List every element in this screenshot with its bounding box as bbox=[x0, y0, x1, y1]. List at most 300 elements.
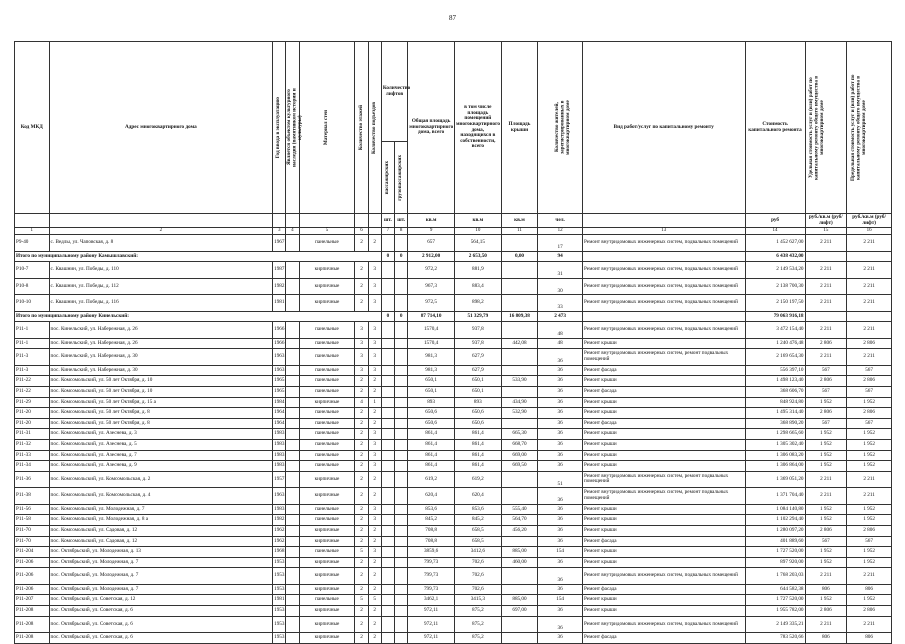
cell-fl: 5 bbox=[355, 547, 368, 558]
cell-area: 3462,1 bbox=[408, 595, 455, 606]
cell-work: Ремонт внутридомовых инженерных систем, ремонт подвальных помещений bbox=[582, 471, 745, 488]
cell-code: Р11-3 bbox=[15, 349, 50, 366]
cell-addr: пос. Комсомольский, ул. 50 лет Октября, д. 15 а bbox=[49, 397, 273, 408]
cell-fl: 2 bbox=[355, 633, 368, 644]
cell-wall: панельные bbox=[299, 450, 355, 461]
cell-m: 1 952 bbox=[847, 429, 892, 440]
table-body bbox=[15, 235, 892, 644]
unit-rub-m2: руб./кв.м (руб/лифт) bbox=[805, 214, 847, 228]
cell-work: Ремонт внутридомовых инженерных систем, подвальных помещений bbox=[582, 616, 745, 633]
cell-roof bbox=[501, 278, 538, 295]
subtotal-res: 94 bbox=[538, 251, 583, 262]
cell-lc bbox=[395, 605, 408, 616]
cell-code: Р10-10 bbox=[15, 295, 50, 312]
cell-code: Р11-1 bbox=[15, 338, 50, 349]
cell-code: Р11-207 bbox=[15, 595, 50, 606]
cell-area: 972,2 bbox=[408, 262, 455, 279]
cell-area: 972,11 bbox=[408, 633, 455, 644]
cell-lp bbox=[381, 278, 394, 295]
cell-wall: кирпичные bbox=[299, 278, 355, 295]
header-lifts-cargo: грузопассажирских bbox=[395, 142, 408, 214]
cell-res: 36 bbox=[538, 633, 583, 644]
cell-fl: 4 bbox=[355, 397, 368, 408]
cell-m: 2 211 bbox=[847, 322, 892, 339]
cell-inc: 875,2 bbox=[454, 616, 501, 633]
cell-code: Р11-20 bbox=[15, 408, 50, 419]
cell-area: 972,11 bbox=[408, 616, 455, 633]
cell-cost: 1 280 097,20 bbox=[745, 525, 805, 536]
cell-inc: 627,9 bbox=[454, 349, 501, 366]
cell-area: 799,73 bbox=[408, 568, 455, 585]
cell-her bbox=[286, 595, 299, 606]
cell-res: 33 bbox=[538, 295, 583, 312]
cell-year: 1981 bbox=[273, 595, 286, 606]
cell-work: Ремонт внутридомовых инженерных систем, подвальных помещений bbox=[582, 262, 745, 279]
cell-lc bbox=[395, 439, 408, 450]
cell-year: 1983 bbox=[273, 504, 286, 515]
cell-code: Р11-22 bbox=[15, 376, 50, 387]
table-row bbox=[15, 547, 892, 558]
subtotal-roof: 16 809,38 bbox=[501, 311, 538, 322]
subtotal-cost: 6 438 432,00 bbox=[745, 251, 805, 262]
cell-lc bbox=[395, 584, 408, 595]
cell-inc: 883,4 bbox=[454, 278, 501, 295]
header-floors: Количество этажей bbox=[355, 42, 368, 214]
cell-work: Ремонт крыши bbox=[582, 439, 745, 450]
subtotal-empty bbox=[805, 311, 847, 322]
cell-code: Р11-34 bbox=[15, 461, 50, 472]
table-row bbox=[15, 262, 892, 279]
cell-work: Ремонт внутридомовых инженерных систем, ремонт подвальных помещений bbox=[582, 488, 745, 505]
cell-ent: 3 bbox=[368, 262, 381, 279]
cell-area: 650,1 bbox=[408, 376, 455, 387]
cell-fl: 2 bbox=[355, 295, 368, 312]
table-row bbox=[15, 568, 892, 585]
cell-u: 567 bbox=[805, 386, 847, 397]
cell-fl: 2 bbox=[355, 278, 368, 295]
cell-wall: кирпичные bbox=[299, 616, 355, 633]
cell-res: 36 bbox=[538, 557, 583, 568]
cell-res: 31 bbox=[538, 262, 583, 279]
cell-year: 1962 bbox=[273, 525, 286, 536]
table-row bbox=[15, 605, 892, 616]
cell-wall: кирпичные bbox=[299, 536, 355, 547]
cell-lp bbox=[381, 365, 394, 376]
cell-res: 36 bbox=[538, 386, 583, 397]
cell-ent: 2 bbox=[368, 386, 381, 397]
cell-u: 2 211 bbox=[805, 322, 847, 339]
cell-lp bbox=[381, 338, 394, 349]
cell-lp bbox=[381, 488, 394, 505]
cell-her bbox=[286, 557, 299, 568]
table-row bbox=[15, 349, 892, 366]
cell-roof bbox=[501, 616, 538, 633]
capital-repair-table bbox=[14, 41, 892, 644]
header-code: Код МКД bbox=[15, 42, 50, 214]
cell-area: 981,3 bbox=[408, 349, 455, 366]
cell-roof bbox=[501, 418, 538, 429]
cell-area: 650,6 bbox=[408, 418, 455, 429]
cell-work: Ремонт крыши bbox=[582, 376, 745, 387]
cell-m: 2 211 bbox=[847, 488, 892, 505]
cell-roof bbox=[501, 386, 538, 397]
cell-roof bbox=[501, 584, 538, 595]
column-number: 11 bbox=[501, 228, 538, 235]
cell-fl: 2 bbox=[355, 376, 368, 387]
cell-lp bbox=[381, 568, 394, 585]
cell-area: 708,8 bbox=[408, 536, 455, 547]
cell-code: Р11-70 bbox=[15, 536, 50, 547]
unit-pcs: шт. bbox=[395, 214, 408, 228]
cell-m: 2 806 bbox=[847, 525, 892, 536]
cell-area: 799,73 bbox=[408, 557, 455, 568]
cell-her bbox=[286, 450, 299, 461]
cell-area: 861,4 bbox=[408, 439, 455, 450]
column-numbers-row bbox=[15, 228, 892, 235]
cell-u: 567 bbox=[805, 365, 847, 376]
cell-lc bbox=[395, 365, 408, 376]
cell-m: 1 952 bbox=[847, 547, 892, 558]
cell-fl: 2 bbox=[355, 515, 368, 526]
cell-work: Ремонт крыши bbox=[582, 504, 745, 515]
cell-fl: 5 bbox=[355, 595, 368, 606]
column-number: 3 bbox=[273, 228, 286, 235]
cell-code: Р11-38 bbox=[15, 488, 50, 505]
cell-roof: 697,00 bbox=[501, 605, 538, 616]
cell-cost: 1 727 520,00 bbox=[745, 547, 805, 558]
subtotal-area: 87 714,10 bbox=[408, 311, 455, 322]
cell-fl: 2 bbox=[355, 504, 368, 515]
cell-year: 1966 bbox=[273, 338, 286, 349]
cell-area: 861,4 bbox=[408, 450, 455, 461]
cell-work: Ремонт крыши bbox=[582, 515, 745, 526]
cell-lp bbox=[381, 557, 394, 568]
cell-inc: 620,4 bbox=[454, 488, 501, 505]
cell-year: 1953 bbox=[273, 584, 286, 595]
cell-year: 1953 bbox=[273, 557, 286, 568]
cell-her bbox=[286, 633, 299, 644]
cell-inc: 861,4 bbox=[454, 429, 501, 440]
cell-year: 1953 bbox=[273, 568, 286, 585]
unit-people: чел. bbox=[538, 214, 583, 228]
cell-m: 2 211 bbox=[847, 295, 892, 312]
cell-res: 36 bbox=[538, 584, 583, 595]
cell-lp bbox=[381, 584, 394, 595]
cell-m: 2 806 bbox=[847, 408, 892, 419]
table-row bbox=[15, 278, 892, 295]
cell-m: 567 bbox=[847, 386, 892, 397]
table-row bbox=[15, 515, 892, 526]
cell-u: 1 952 bbox=[805, 504, 847, 515]
cell-lc bbox=[395, 450, 408, 461]
cell-her bbox=[286, 547, 299, 558]
cell-lc bbox=[395, 616, 408, 633]
cell-fl: 2 bbox=[355, 408, 368, 419]
subtotal-roof: 0,00 bbox=[501, 251, 538, 262]
cell-inc: 875,2 bbox=[454, 633, 501, 644]
cell-code: Р11-70 bbox=[15, 525, 50, 536]
cell-work: Ремонт фасада bbox=[582, 365, 745, 376]
cell-area: 972,11 bbox=[408, 605, 455, 616]
cell-ent: 3 bbox=[368, 439, 381, 450]
cell-m: 567 bbox=[847, 365, 892, 376]
cell-fl: 3 bbox=[355, 322, 368, 339]
cell-res: 36 bbox=[538, 365, 583, 376]
cell-work: Ремонт крыши bbox=[582, 605, 745, 616]
cell-u: 1 952 bbox=[805, 595, 847, 606]
cell-code: Р10-8 bbox=[15, 278, 50, 295]
subtotal-empty bbox=[582, 251, 745, 262]
cell-ent: 1 bbox=[368, 397, 381, 408]
cell-m: 2 211 bbox=[847, 616, 892, 633]
cell-area: 650,6 bbox=[408, 408, 455, 419]
cell-res: 36 bbox=[538, 408, 583, 419]
cell-her bbox=[286, 262, 299, 279]
cell-year: 1983 bbox=[273, 439, 286, 450]
cell-lp bbox=[381, 349, 394, 366]
cell-year: 1963 bbox=[273, 365, 286, 376]
cell-res: 36 bbox=[538, 461, 583, 472]
cell-her bbox=[286, 338, 299, 349]
cell-code: Р11-3 bbox=[15, 365, 50, 376]
cell-year: 1953 bbox=[273, 616, 286, 633]
cell-her bbox=[286, 418, 299, 429]
cell-fl: 2 bbox=[355, 536, 368, 547]
cell-her bbox=[286, 295, 299, 312]
cell-cost: 1 369 051,20 bbox=[745, 471, 805, 488]
cell-inc: 658,5 bbox=[454, 525, 501, 536]
cell-addr: с. Квашнин, ул. Победы, д. 112 bbox=[49, 278, 273, 295]
cell-lp bbox=[381, 439, 394, 450]
cell-her bbox=[286, 439, 299, 450]
subtotal-label: Итого по муниципальному району Кинельский: bbox=[15, 311, 382, 322]
cell-addr: пос. Комсомольский, ул. Молодежная, д. 7 bbox=[49, 504, 273, 515]
table-row bbox=[15, 504, 892, 515]
cell-fl: 2 bbox=[355, 568, 368, 585]
cell-cost: 368 606,70 bbox=[745, 386, 805, 397]
cell-code: Р11-1 bbox=[15, 322, 50, 339]
cell-wall: кирпичные bbox=[299, 584, 355, 595]
cell-addr: пос. Комсомольский, ул. Молодежная, д. 8 а bbox=[49, 515, 273, 526]
cell-her bbox=[286, 235, 299, 252]
cell-ent: 3 bbox=[368, 322, 381, 339]
cell-u: 567 bbox=[805, 536, 847, 547]
cell-work: Ремонт крыши bbox=[582, 595, 745, 606]
cell-wall: кирпичные bbox=[299, 557, 355, 568]
cell-ent: 3 bbox=[368, 461, 381, 472]
cell-ent: 2 bbox=[368, 557, 381, 568]
cell-inc: 564,15 bbox=[454, 235, 501, 252]
cell-area: 799,73 bbox=[408, 584, 455, 595]
cell-wall: панельные bbox=[299, 349, 355, 366]
cell-year: 1963 bbox=[273, 488, 286, 505]
cell-wall: панельные bbox=[299, 515, 355, 526]
cell-ent: 2 bbox=[368, 633, 381, 644]
cell-m: 2 806 bbox=[847, 338, 892, 349]
cell-code: Р11-208 bbox=[15, 633, 50, 644]
cell-area: 619,2 bbox=[408, 471, 455, 488]
cell-inc: 650,6 bbox=[454, 408, 501, 419]
cell-lc bbox=[395, 397, 408, 408]
header-incl-area: в том числе площадь помещений многоквартирного дома, находящихся в собственности, всего bbox=[454, 42, 501, 214]
cell-res: 48 bbox=[538, 322, 583, 339]
cell-u: 1 952 bbox=[805, 515, 847, 526]
cell-ent: 5 bbox=[368, 595, 381, 606]
cell-her bbox=[286, 429, 299, 440]
cell-ent: 3 bbox=[368, 278, 381, 295]
cell-roof bbox=[501, 568, 538, 585]
cell-ent: 3 bbox=[368, 515, 381, 526]
cell-u: 2 806 bbox=[805, 525, 847, 536]
cell-res: 51 bbox=[538, 471, 583, 488]
cell-addr: пос. Комсомольский, ул. Азеснева, д. 9 bbox=[49, 461, 273, 472]
cell-u: 2 806 bbox=[805, 408, 847, 419]
cell-ent: 2 bbox=[368, 488, 381, 505]
subtotal-empty bbox=[847, 311, 892, 322]
subtotal-row bbox=[15, 311, 892, 322]
cell-m: 806 bbox=[847, 584, 892, 595]
cell-ent: 2 bbox=[368, 408, 381, 419]
table-row bbox=[15, 418, 892, 429]
cell-m: 567 bbox=[847, 536, 892, 547]
cell-m: 1 952 bbox=[847, 461, 892, 472]
table-row bbox=[15, 536, 892, 547]
cell-u: 2 211 bbox=[805, 349, 847, 366]
cell-inc: 893 bbox=[454, 397, 501, 408]
cell-lp bbox=[381, 386, 394, 397]
table-row bbox=[15, 584, 892, 595]
cell-roof bbox=[501, 295, 538, 312]
cell-inc: 702,6 bbox=[454, 568, 501, 585]
cell-m: 2 211 bbox=[847, 278, 892, 295]
cell-addr: пос. Октябрьский, ул. Молодежная, д. 7 bbox=[49, 568, 273, 585]
cell-res: 30 bbox=[538, 278, 583, 295]
cell-roof: 532,90 bbox=[501, 408, 538, 419]
cell-inc: 845,2 bbox=[454, 515, 501, 526]
cell-wall: кирпичные bbox=[299, 262, 355, 279]
cell-wall: панельные bbox=[299, 461, 355, 472]
cell-inc: 702,6 bbox=[454, 557, 501, 568]
cell-res: 36 bbox=[538, 605, 583, 616]
cell-area: 650,1 bbox=[408, 386, 455, 397]
cell-wall: кирпичные bbox=[299, 397, 355, 408]
cell-roof: 665,30 bbox=[501, 429, 538, 440]
table-row bbox=[15, 439, 892, 450]
cell-cost: 1 084 140,80 bbox=[745, 504, 805, 515]
cell-year: 1968 bbox=[273, 547, 286, 558]
table-row bbox=[15, 633, 892, 644]
cell-u: 1 952 bbox=[805, 461, 847, 472]
cell-lp bbox=[381, 262, 394, 279]
cell-cost: 1 306 864,00 bbox=[745, 461, 805, 472]
cell-year: 1983 bbox=[273, 461, 286, 472]
header-wall: Материал стен bbox=[299, 42, 355, 214]
cell-lc bbox=[395, 338, 408, 349]
cell-fl: 2 bbox=[355, 461, 368, 472]
cell-addr: пос. Комсомольский, ул. Комсомольская, д. 2 bbox=[49, 471, 273, 488]
column-number: 15 bbox=[805, 228, 847, 235]
table-row bbox=[15, 488, 892, 505]
cell-u: 806 bbox=[805, 584, 847, 595]
cell-roof: 564,70 bbox=[501, 515, 538, 526]
cell-area: 981,3 bbox=[408, 365, 455, 376]
cell-year: 1964 bbox=[273, 408, 286, 419]
cell-year: 1965 bbox=[273, 386, 286, 397]
cell-wall: панельные bbox=[299, 322, 355, 339]
table-row bbox=[15, 322, 892, 339]
subtotal-empty bbox=[582, 311, 745, 322]
column-number: 4 bbox=[286, 228, 299, 235]
header-heritage: Является объектом культурного наследия (памятником истории и культуры) bbox=[286, 42, 299, 214]
cell-area: 893 bbox=[408, 397, 455, 408]
cell-inc: 619,2 bbox=[454, 471, 501, 488]
cell-inc: 3415,3 bbox=[454, 595, 501, 606]
cell-her bbox=[286, 504, 299, 515]
cell-ent: 2 bbox=[368, 235, 381, 252]
cell-lc bbox=[395, 322, 408, 339]
cell-fl: 2 bbox=[355, 386, 368, 397]
cell-u: 1 952 bbox=[805, 557, 847, 568]
cell-work: Ремонт фасада bbox=[582, 584, 745, 595]
subtotal-label: Итого по муниципальному району Камышлавский: bbox=[15, 251, 382, 262]
table-row bbox=[15, 471, 892, 488]
cell-code: Р9-40 bbox=[15, 235, 50, 252]
cell-her bbox=[286, 471, 299, 488]
cell-addr: пос. Кинельский, ул. Набережная, д. 26 bbox=[49, 338, 273, 349]
cell-addr: пос. Комсомольский, ул. Комсомольская, д. 4 bbox=[49, 488, 273, 505]
cell-ent: 3 bbox=[368, 450, 381, 461]
table-row bbox=[15, 376, 892, 387]
cell-lc bbox=[395, 408, 408, 419]
table-row bbox=[15, 408, 892, 419]
header-year: Год ввода в эксплуатацию bbox=[273, 42, 286, 214]
column-number: 12 bbox=[538, 228, 583, 235]
cell-inc: 861,4 bbox=[454, 461, 501, 472]
cell-work: Ремонт крыши bbox=[582, 397, 745, 408]
cell-her bbox=[286, 616, 299, 633]
subtotal-res: 2 473 bbox=[538, 311, 583, 322]
cell-fl: 2 bbox=[355, 450, 368, 461]
cell-her bbox=[286, 536, 299, 547]
cell-cost: 1 498 123,40 bbox=[745, 376, 805, 387]
table-row bbox=[15, 397, 892, 408]
cell-roof: 456,20 bbox=[501, 525, 538, 536]
cell-lp bbox=[381, 633, 394, 644]
subtotal-inc: 2 653,50 bbox=[454, 251, 501, 262]
cell-year: 1962 bbox=[273, 536, 286, 547]
cell-year: 1957 bbox=[273, 471, 286, 488]
cell-code: Р11-36 bbox=[15, 471, 50, 488]
cell-lp bbox=[381, 461, 394, 472]
cell-fl: 2 bbox=[355, 235, 368, 252]
column-number: 5 bbox=[299, 228, 355, 235]
cell-res: 36 bbox=[538, 439, 583, 450]
header-lifts-pass: пассажирских bbox=[381, 142, 394, 214]
cell-lc bbox=[395, 547, 408, 558]
cell-cost: 1 306 083,20 bbox=[745, 450, 805, 461]
cell-roof: 434,90 bbox=[501, 397, 538, 408]
cell-addr: пос. Комсомольский, ул. Азеснева, д. 3 bbox=[49, 429, 273, 440]
cell-code: Р11-206 bbox=[15, 557, 50, 568]
cell-her bbox=[286, 349, 299, 366]
cell-res: 36 bbox=[538, 536, 583, 547]
cell-year: 1983 bbox=[273, 450, 286, 461]
header-entrances: Количество подъездов bbox=[368, 42, 381, 214]
cell-m: 567 bbox=[847, 418, 892, 429]
cell-year: 1984 bbox=[273, 397, 286, 408]
unit-pcs: шт. bbox=[381, 214, 394, 228]
cell-res: 36 bbox=[538, 488, 583, 505]
